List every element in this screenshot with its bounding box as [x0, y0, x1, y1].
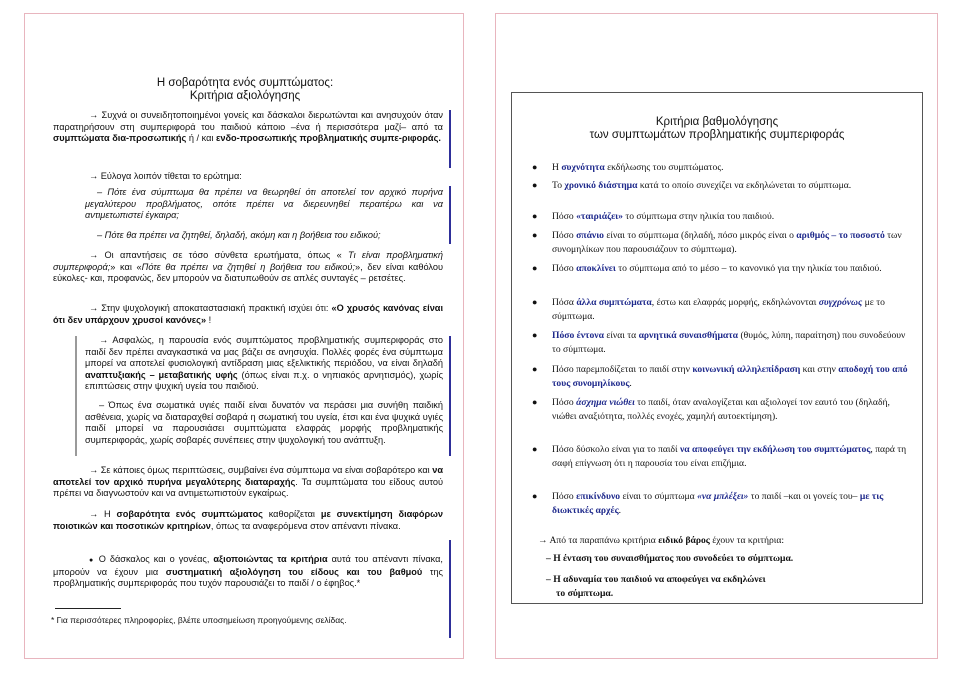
left-page	[24, 13, 464, 659]
paragraph-development: → Ασφαλώς, η παρουσία ενός συμπτώματος προβληματικής συμπεριφοράς στο παιδί δεν πρέπει αναγκαστικά να μας βάζει σε ανησυχία. Πολλές φορές ένα σύμπτωμα μπορεί να αποτελεί φυσιολογική αντίδραση μιας εξελικτικής περιόδου, να είναι δηλαδή αναπτυξιακής – μεταβατικής υφής (όπως είναι π.χ. ο νηπιακός αρνητισμός), χωρίς επιπτώσεις στην ψυχική υγεία του παιδιού.	[85, 335, 444, 392]
left-margin-bar	[449, 110, 451, 168]
criteria-title	[512, 116, 922, 142]
question-1: – Πότε ένα σύμπτωμα θα πρέπει να θεωρηθεί ότι αποτελεί τον αρχικό πυρήνα μεγαλύτερου προβλήματος, οπότε πρέπει να διερευνηθεί περαιτέρω και να αντιμετωπιστεί έγκαιρα;	[85, 187, 443, 221]
key-criterion-1: – Η ένταση του συναισθήματος που συνοδεύει το σύμπτωμα.	[546, 553, 794, 564]
criterion-item: ● Πόσο σπάνιο είναι το σύμπτωμα (δηλαδή, πόσο μικρός είναι ο αριθμός – το ποσοστό των συνομηλίκων που παρουσιάζουν το σύμπτωμα).	[532, 230, 902, 255]
bullet-icon: ●	[532, 230, 538, 240]
criterion-item: ● Πόσο έντονα είναι τα αρνητικά συναισθήματα (θυμός, λύπη, παραίτηση) που συνοδεύουν το σύμπτωμα.	[532, 330, 906, 355]
criterion-item: ● Πόσο δύσκολο είναι για το παιδί να αποφεύγει την εκδήλωση του συμπτώματος, παρά τη σαφή επίγνωση ότι η παρουσία του είναι επιζήμια.	[532, 444, 907, 469]
criterion-item: ● Η συχνότητα εκδήλωσης του συμπτώματος.	[532, 162, 724, 173]
left-page-title	[25, 77, 465, 103]
paragraph-question-intro: → Εύλογα λοιπόν τίθεται το ερώτημα:	[53, 171, 443, 183]
bullet-icon: ●	[532, 263, 538, 273]
question-2: – Πότε θα πρέπει να ζητηθεί, δηλαδή, ακόμη και η βοήθεια του ειδικού;	[97, 230, 381, 240]
criterion-item: ● Πόσο επικίνδυνο είναι το σύμπτωμα «να μπλέξει» το παιδί –και οι γονείς του– με τις διωκτικές αρχές.	[532, 491, 884, 516]
arrow-icon: →	[89, 250, 99, 260]
bullet-icon: ●	[532, 330, 538, 340]
criteria-title-line-2: των συμπτωμάτων προβληματικής συμπεριφοράς	[589, 129, 845, 141]
bullet-icon: ●	[532, 364, 538, 374]
bullet-icon: ●	[89, 557, 95, 564]
paragraph-serious-cases: → Σε κάποιες όμως περιπτώσεις, συμβαίνει ένα σύμπτωμα να είναι σοβαρότερο και να αποτελεί τον αρχικό πυρήνα μεγαλύτερης διαταραχής. Τα συμπτώματα του είδους αυτού πρέπει να διαγνωστούν και να αντιμετωπιστούν εγκαίρως.	[53, 465, 443, 499]
arrow-icon: →	[89, 509, 99, 519]
footnote-rule	[55, 608, 121, 609]
criterion-item: ● Πόσο «ταιριάζει» το σύμπτωμα στην ηλικία του παιδιού.	[532, 211, 775, 222]
arrow-icon: →	[89, 465, 99, 475]
paragraph-intro: → Συχνά οι συνειδητοποιημένοι γονείς και δάσκαλοι διερωτώνται και ανησυχούν όταν παρατηρήσουν στη συμπεριφορά του παιδιού κάποιο –ένα ή περισσότερα μαζί– από τα συμπτώματα δια-προσωπικής ή / και ενδο-προσωπικής προβληματικής συμπε-ριφοράς.	[53, 110, 443, 144]
paragraph-teacher-parent: ● Ο δάσκαλος και ο γονέας, αξιοποιώντας τα κριτήρια αυτά του απέναντι πίνακα, μπορούν να έχουν μια συστηματική αξιολόγηση του είδους και του βαθμού της προβληματικής συμπεριφοράς που τυχόν παρουσιάζει το παιδί / ο έφηβος.*	[53, 554, 443, 589]
bullet-icon: ●	[532, 211, 538, 221]
criterion-item: ● Το χρονικό διάστημα κατά το οποίο συνεχίζει να εκδηλώνεται το σύμπτωμα.	[532, 180, 852, 191]
summary-line: → Από τα παραπάνω κριτήρια ειδικό βάρος έχουν τα κριτήρια:	[538, 535, 785, 546]
paragraph-answers: → Οι απαντήσεις σε τόσο σύνθετα ερωτήματα, όπως « Τι είναι προβληματική συμπεριφορά;» και «Πότε θα πρέπει να ζητηθεί η βοήθεια του ειδικού;», δεν είναι καθόλου εύκολες- και, προφανώς, δεν μπορούν να διατυπωθούν σε απλές συνταγές – ρετσέτες.	[53, 250, 444, 284]
footnote: * Για περισσότερες πληροφορίες, βλέπε υποσημείωση προηγούμενης σελίδας.	[51, 615, 347, 625]
left-title-line-1: Η σοβαρότητα ενός συμπτώματος:	[156, 77, 334, 89]
criteria-box	[511, 92, 923, 604]
bullet-icon: ●	[532, 444, 538, 454]
quote-bar	[75, 336, 77, 456]
arrow-icon: →	[89, 110, 99, 120]
paragraph-health-analogy: – Όπως ένα σωματικά υγιές παιδί είναι δυνατόν να περάσει μια συνήθη παιδική ασθένεια, χωρίς να διαταραχθεί σοβαρά η σωματική του υγεία, έτσι και ένα ψυχικά υγιές παιδί μπορεί να παρουσιάσει συμπτώματα ελαφράς μορφής προβληματικής συμπεριφοράς, χωρίς σοβαρές συνέπειες στην ψυχολογική του ανάπτυξη.	[85, 400, 443, 445]
left-margin-bar	[449, 336, 451, 456]
key-criterion-2: – Η αδυναμία του παιδιού να αποφεύγει να εκδηλώνει το σύμπτωμα.	[546, 574, 766, 599]
left-margin-bar	[449, 540, 451, 638]
criterion-item: ● Πόσο άσχημα νιώθει το παιδί, όταν αναλογίζεται και αξιολογεί τον εαυτό του (δηλαδή, νιώθει αναξιότητα, πολλές ενοχές, χαμηλή αυτοεκτίμηση).	[532, 397, 890, 422]
bullet-icon: ●	[532, 180, 538, 190]
bullet-icon: ●	[532, 297, 538, 307]
paragraph-golden-rule: → Στην ψυχολογική αποκαταστασιακή πρακτική ισχύει ότι: «Ο χρυσός κανόνας είναι ότι δεν υπάρχουν χρυσοί κανόνες» !	[53, 303, 444, 325]
arrow-icon: →	[89, 303, 99, 313]
bullet-icon: ●	[532, 162, 538, 172]
bullet-icon: ●	[532, 397, 538, 407]
criterion-item: ● Πόσο παρεμποδίζεται το παιδί στην κοινωνική αλληλεπίδραση και στην αποδοχή του από τους συνομηλίκους.	[532, 364, 908, 389]
bullet-icon: ●	[532, 491, 538, 501]
left-title-line-2: Κριτήρια αξιολόγησης	[189, 90, 301, 102]
paragraph-severity: → Η σοβαρότητα ενός συμπτώματος καθορίζεται με συνεκτίμηση διαφόρων ποιοτικών και ποσοτικών κριτηρίων, όπως τα αναφερόμενα στον απέναντι πίνακα.	[53, 509, 444, 531]
left-margin-bar	[449, 186, 451, 244]
criterion-item: ● Πόσο αποκλίνει το σύμπτωμα από το μέσο – το κανονικό για την ηλικία του παιδιού.	[532, 263, 882, 274]
criteria-title-line-1: Κριτήρια βαθμολόγησης	[655, 116, 779, 128]
right-page	[495, 13, 938, 659]
arrow-icon: →	[89, 171, 99, 181]
criterion-item: ● Πόσα άλλα συμπτώματα, έστω και ελαφράς μορφής, εκδηλώνονται συγχρόνως με το σύμπτωμα.	[532, 297, 885, 322]
